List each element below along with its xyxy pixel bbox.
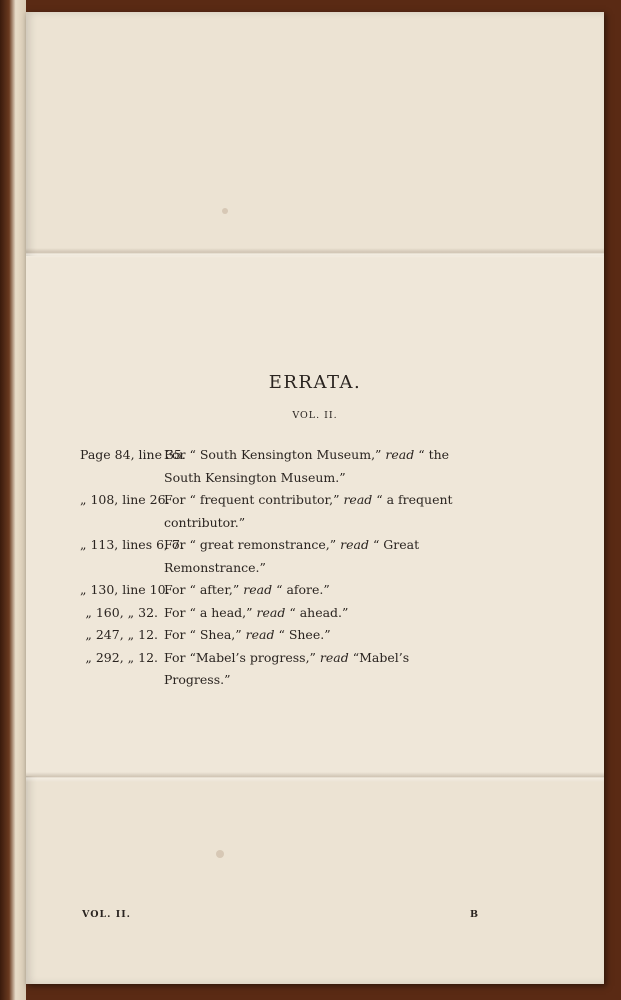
- entry-for: For “ great remonstrance,”: [164, 537, 337, 552]
- errata-entry: [80, 624, 550, 647]
- book-spine-edge: [0, 0, 26, 1000]
- entry-correction: “ Shee.”: [278, 627, 331, 642]
- signature-volume: VOL. II.: [82, 909, 131, 920]
- entry-read-word: read: [343, 492, 373, 507]
- entry-correction: “ the: [418, 447, 450, 462]
- slip-top-fold: [26, 248, 604, 258]
- entry-correction: “ a frequent: [376, 492, 453, 507]
- entry-read-word: read: [340, 537, 369, 552]
- errata-entry: [80, 489, 550, 534]
- errata-entry: [80, 534, 550, 579]
- errata-entry: [80, 602, 550, 625]
- entry-for: For “ frequent contributor,”: [164, 492, 340, 507]
- entry-continuation: contributor.”: [164, 514, 246, 530]
- entry-continuation: Remonstrance.”: [164, 559, 266, 575]
- entry-read-word: read: [243, 582, 273, 597]
- entry-correction: “ ahead.”: [289, 604, 349, 620]
- errata-entry: [80, 579, 550, 602]
- entry-location: „ 247, „ 12.: [85, 627, 158, 642]
- entry-for: For “ Shea,”: [164, 627, 242, 642]
- entry-location: „ 160, „ 32.: [85, 604, 158, 620]
- entry-location: „ 130, line 10.: [80, 582, 170, 597]
- entry-for: For “ after,”: [164, 582, 240, 597]
- entry-location: „ 113, lines 6, 7.: [80, 537, 184, 552]
- entry-read-word: read: [245, 627, 275, 642]
- entry-for: For “Mabel’s progress,”: [164, 649, 316, 665]
- entry-location: „ 108, line 26.: [80, 492, 170, 507]
- errata-entry: [80, 444, 550, 489]
- paper-spot: [222, 208, 228, 214]
- entry-read-word: read: [256, 604, 286, 620]
- errata-volume: VOL. II.: [292, 410, 338, 421]
- entry-correction: “ afore.”: [276, 582, 330, 597]
- entry-continuation: Progress.”: [164, 672, 231, 687]
- entry-location: „ 292, „ 12.: [85, 649, 158, 665]
- entry-for: For “ South Kensington Museum,”: [164, 447, 382, 462]
- paper-spot: [216, 850, 224, 858]
- entry-location: Page 84, line 35.: [80, 447, 186, 462]
- entry-correction: “ Great: [372, 537, 420, 552]
- errata-title: ERRATA.: [268, 372, 362, 393]
- entry-read-word: read: [319, 649, 349, 665]
- signature-mark: B: [470, 909, 479, 920]
- entry-continuation: South Kensington Museum.”: [164, 469, 346, 485]
- errata-entry: [80, 647, 550, 692]
- errata-list: [80, 444, 550, 692]
- book-page: [26, 12, 604, 984]
- entry-correction: “Mabel’s: [352, 649, 410, 665]
- slip-bottom-fold: [26, 772, 604, 782]
- entry-for: For “ a head,”: [164, 604, 253, 620]
- entry-read-word: read: [385, 447, 415, 462]
